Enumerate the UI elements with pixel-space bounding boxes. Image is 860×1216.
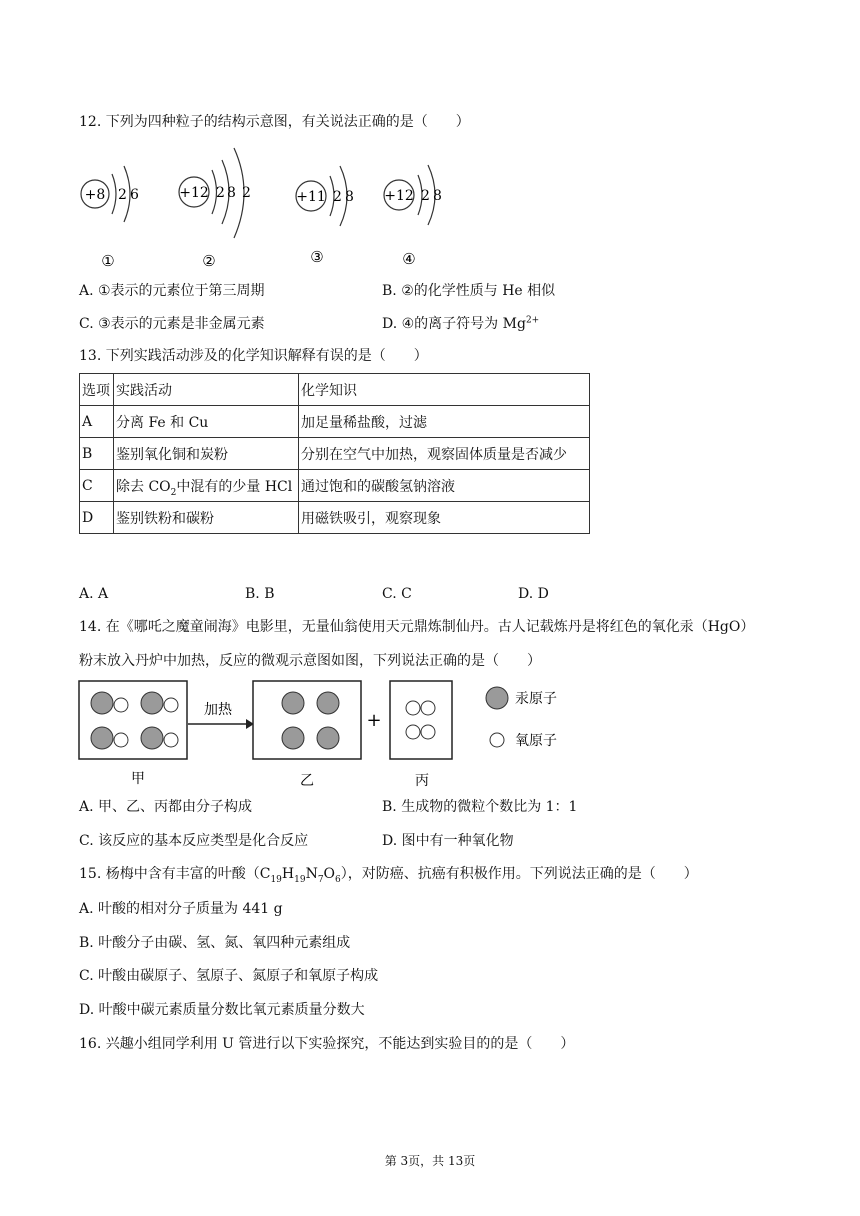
atom-3-nucleus: +11 bbox=[296, 189, 326, 205]
q15-option-c: C. 叶酸由碳原子、氢原子、氮原子和氧原子构成 bbox=[79, 968, 379, 984]
q14-stem-line1: 14. 在《哪吒之魔童闹海》电影里，无量仙翁使用天元鼎炼制仙丹。古人记载炼丹是将红色的氧化汞（HgO） bbox=[79, 619, 755, 635]
table-row bbox=[80, 438, 590, 470]
q16-stem: 16. 兴趣小组同学利用 U 管进行以下实验探究，不能达到实验目的的是（ ） bbox=[79, 1036, 575, 1052]
atom-structure-2 bbox=[179, 148, 251, 270]
q14-option-c: C. 该反应的基本反应类型是化合反应 bbox=[79, 833, 309, 849]
q12-stem: 12. 下列为四种粒子的结构示意图，有关说法正确的是（ ） bbox=[79, 114, 470, 130]
atom-4-label: ④ bbox=[402, 250, 416, 268]
mercury-atom-icon bbox=[486, 687, 508, 709]
table-cell-option: B bbox=[80, 438, 114, 470]
q14-option-a: A. 甲、乙、丙都由分子构成 bbox=[79, 799, 253, 815]
table-cell-activity: 分离 Fe 和 Cu bbox=[114, 406, 299, 438]
table-cell-activity: 除去 $CO_2$中混有的少量 HCl bbox=[114, 470, 299, 502]
arrow-icon bbox=[188, 701, 254, 729]
q12-option-c: C. ③表示的元素是非金属元素 bbox=[79, 316, 265, 332]
atom-3-label: ③ bbox=[310, 248, 324, 266]
atom-2-shell-1: 2 bbox=[216, 185, 225, 201]
page-footer: 第 3页，共 13页 bbox=[384, 1154, 476, 1168]
table-cell-activity: 鉴别氧化铜和炭粉 bbox=[114, 438, 299, 470]
atom-structure-4 bbox=[384, 165, 442, 268]
box-bing bbox=[390, 681, 452, 759]
atom-2-label: ② bbox=[202, 252, 216, 270]
table-header-cell: 化学知识 bbox=[299, 374, 590, 406]
box-jia bbox=[79, 681, 187, 759]
table-header-cell: 选项 bbox=[80, 374, 114, 406]
box-label-jia: 甲 bbox=[131, 771, 145, 787]
box-yi bbox=[253, 681, 361, 759]
q15-option-a: A. 叶酸的相对分子质量为 441 g bbox=[79, 901, 283, 917]
q15-option-d: D. 叶酸中碳元素质量分数比氧元素质量分数大 bbox=[79, 1002, 365, 1018]
q13-option-a: A. A bbox=[79, 586, 109, 602]
legend-hg-label: 汞原子 bbox=[515, 691, 557, 707]
atom-structure-1 bbox=[81, 166, 139, 270]
atom-4-shell-2: 8 bbox=[433, 188, 442, 204]
oxygen-atom-icon bbox=[490, 733, 504, 747]
table-cell-knowledge: 分别在空气中加热，观察固体质量是否减少 bbox=[299, 438, 590, 470]
atom-1-shell-1: 2 bbox=[118, 187, 127, 203]
atom-2-shell-2: 8 bbox=[227, 185, 236, 201]
atom-4-shell-1: 2 bbox=[421, 188, 430, 204]
atom-3-shell-1: 2 bbox=[333, 189, 342, 205]
atom-1-nucleus: +8 bbox=[84, 187, 106, 203]
atom-2-shell-3: 2 bbox=[242, 185, 251, 201]
table-cell-option: D bbox=[80, 502, 114, 534]
table-row bbox=[80, 470, 590, 502]
table-row bbox=[80, 502, 590, 534]
q14-option-d: D. 图中有一种氧化物 bbox=[382, 833, 514, 849]
atom-1-shell-2: 6 bbox=[130, 187, 139, 203]
table-cell-activity: 鉴别铁粉和碳粉 bbox=[114, 502, 299, 534]
table-header-row bbox=[80, 374, 590, 406]
table-cell-option: A bbox=[80, 406, 114, 438]
q15-option-b: B. 叶酸分子由碳、氢、氮、氧四种元素组成 bbox=[79, 935, 351, 951]
table-cell-option: C bbox=[80, 470, 114, 502]
q14-option-b: B. 生成物的微粒个数比为 1：1 bbox=[382, 799, 578, 815]
table-cell-knowledge: 通过饱和的碳酸氢钠溶液 bbox=[299, 470, 590, 502]
atom-3-shell-2: 8 bbox=[345, 189, 354, 205]
plus-sign: + bbox=[366, 710, 382, 731]
table-row bbox=[80, 406, 590, 438]
atom-4-nucleus: +12 bbox=[384, 188, 414, 204]
q13-option-b: B. B bbox=[245, 586, 275, 602]
atom-structure-3 bbox=[296, 166, 354, 266]
table-header-cell: 实践活动 bbox=[114, 374, 299, 406]
q13-stem: 13. 下列实践活动涉及的化学知识解释有误的是（ ） bbox=[79, 348, 428, 364]
q12-option-d: D. ④的离子符号为 $Mg^{2+}$ bbox=[382, 315, 540, 332]
box-label-yi: 乙 bbox=[300, 773, 314, 789]
box-label-bing: 丙 bbox=[415, 773, 429, 789]
table-cell-knowledge: 用磁铁吸引，观察现象 bbox=[299, 502, 590, 534]
atom-2-nucleus: +12 bbox=[179, 185, 209, 201]
q12-option-a: A. ①表示的元素位于第三周期 bbox=[79, 283, 265, 299]
table-cell-knowledge: 加足量稀盐酸，过滤 bbox=[299, 406, 590, 438]
q13-option-d: D. D bbox=[518, 586, 549, 602]
q13-option-c: C. C bbox=[382, 586, 412, 602]
q15-stem: 15. 杨梅中含有丰富的叶酸$(C_{19}H_{19}N_7O_6)$，对防癌、抗癌有积极作用。下列说法正确的是（ ） bbox=[79, 866, 698, 885]
legend bbox=[486, 687, 557, 749]
q14-stem-line2: 粉末放入丹炉中加热，反应的微观示意图如图，下列说法正确的是（ ） bbox=[79, 653, 541, 669]
q13-table bbox=[79, 373, 590, 534]
arrow-label: 加热 bbox=[204, 702, 232, 718]
q14-reaction-diagram bbox=[78, 680, 598, 790]
q12-atom-diagrams bbox=[72, 140, 472, 270]
legend-o-label: 氧原子 bbox=[515, 733, 557, 749]
atom-1-label: ① bbox=[101, 252, 115, 270]
q12-option-b: B. ②的化学性质与 He 相似 bbox=[382, 283, 556, 299]
